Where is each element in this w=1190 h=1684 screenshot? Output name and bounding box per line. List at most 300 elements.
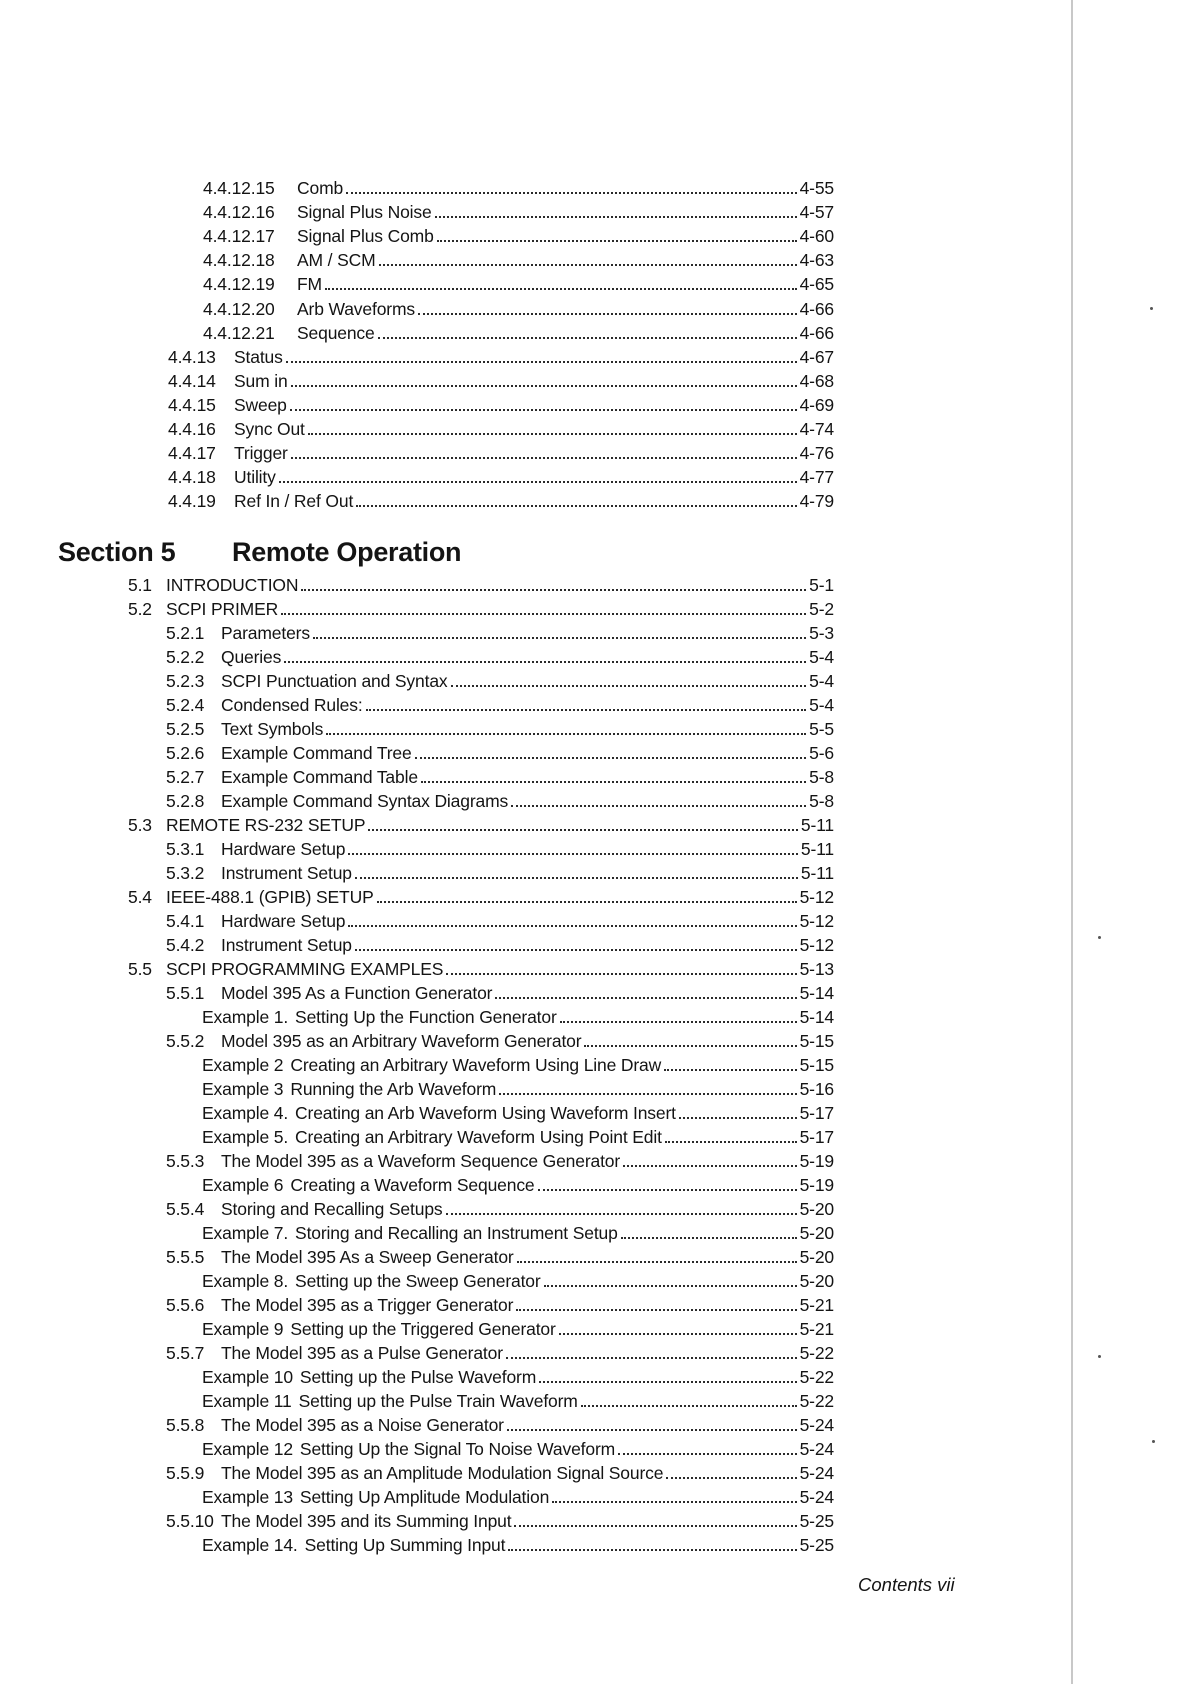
toc-entry-page: 5-11 bbox=[800, 863, 834, 883]
toc-entry-number: 5.5.5 bbox=[166, 1247, 205, 1267]
toc-entry[interactable] bbox=[166, 789, 834, 813]
toc-entry-page: 5-1 bbox=[809, 575, 834, 595]
toc-entry-title: The Model 395 and its Summing Input bbox=[221, 1511, 512, 1531]
toc-entry-title: Creating an Arbitrary Waveform Using Line Draw bbox=[290, 1055, 662, 1075]
toc-entry-number: 5.1 bbox=[128, 575, 152, 595]
toc-entry-label bbox=[203, 248, 376, 272]
dot-leader bbox=[313, 622, 806, 639]
dot-leader bbox=[435, 201, 797, 218]
toc-entry-number: 4.4.12.20 bbox=[203, 298, 275, 319]
toc-entry[interactable] bbox=[166, 1341, 834, 1365]
dot-leader bbox=[348, 910, 796, 927]
toc-entry-page: 5-16 bbox=[799, 1079, 834, 1099]
toc-entry-title: Model 395 As a Function Generator bbox=[221, 983, 493, 1003]
toc-entry-page: 4-79 bbox=[799, 491, 834, 512]
toc-entry-page: 5-13 bbox=[799, 959, 834, 979]
binding-edge-line bbox=[1071, 0, 1073, 1684]
toc-entry-number: 4.4.12.19 bbox=[203, 274, 275, 295]
toc-entry-number: 4.4.17 bbox=[168, 443, 216, 464]
toc-entry-number: 5.5.7 bbox=[166, 1343, 205, 1363]
toc-entry-title: Status bbox=[234, 346, 283, 367]
toc-entry-label bbox=[203, 321, 375, 345]
toc-entry-title: Sequence bbox=[297, 322, 375, 343]
toc-entry[interactable] bbox=[168, 369, 834, 393]
scan-speck bbox=[1150, 307, 1153, 310]
toc-entry-label bbox=[166, 1197, 443, 1221]
dot-leader bbox=[378, 322, 797, 339]
toc-entry-label bbox=[128, 813, 365, 837]
toc-entry[interactable] bbox=[168, 489, 834, 513]
toc-entry-title: Text Symbols bbox=[221, 719, 324, 739]
toc-entry[interactable] bbox=[168, 345, 834, 369]
dot-leader bbox=[377, 886, 797, 903]
toc-entry-label bbox=[203, 297, 415, 321]
toc-entry-title: Hardware Setup bbox=[221, 911, 346, 931]
toc-entry-label bbox=[166, 1509, 511, 1533]
toc-entry[interactable] bbox=[166, 1413, 834, 1437]
dot-leader bbox=[511, 790, 806, 807]
toc-entry-page: 4-69 bbox=[799, 394, 834, 415]
toc-entry-label bbox=[203, 200, 432, 224]
section-title: Remote Operation bbox=[232, 537, 462, 567]
toc-entry[interactable] bbox=[166, 765, 834, 789]
toc-entry-number: 5.4 bbox=[128, 887, 152, 907]
toc-entry[interactable] bbox=[202, 1533, 834, 1557]
dot-leader bbox=[415, 742, 807, 759]
toc-entry-title: Storing and Recalling an Instrument Setup bbox=[295, 1223, 618, 1243]
toc-entry-title: Creating a Waveform Sequence bbox=[290, 1175, 535, 1195]
toc-entry-label bbox=[166, 693, 363, 717]
dot-leader bbox=[308, 418, 797, 435]
dot-leader bbox=[666, 1462, 796, 1479]
toc-entry-title: The Model 395 As a Sweep Generator bbox=[221, 1247, 514, 1267]
toc-entry-title: Creating an Arb Waveform Using Waveform Insert bbox=[295, 1103, 676, 1123]
dot-leader bbox=[418, 298, 797, 315]
toc-entry-number: 5.5.1 bbox=[166, 983, 205, 1003]
section-number: Section 5 bbox=[58, 537, 176, 567]
dot-leader bbox=[623, 1150, 797, 1167]
toc-entry-page: 4-57 bbox=[799, 202, 834, 223]
toc-entry-page: 5-21 bbox=[799, 1295, 834, 1315]
toc-entry-label bbox=[166, 621, 310, 645]
toc-entry[interactable] bbox=[202, 1101, 834, 1125]
dot-leader bbox=[514, 1510, 796, 1527]
toc-entry-number: 5.5.10 bbox=[166, 1511, 214, 1531]
toc-entry-title: Arb Waveforms bbox=[297, 298, 415, 319]
toc-entry-number: 4.4.12.15 bbox=[203, 178, 275, 198]
toc-entry-label bbox=[202, 1389, 578, 1413]
toc-entry-page: 5-6 bbox=[809, 743, 834, 763]
toc-entry[interactable] bbox=[202, 1365, 834, 1389]
toc-entry-title: Example Command Tree bbox=[221, 743, 412, 763]
toc-entry-page: 5-20 bbox=[799, 1199, 834, 1219]
toc-entry-page: 5-4 bbox=[809, 671, 834, 691]
toc-entry-page: 4-65 bbox=[799, 274, 834, 295]
toc-entry[interactable] bbox=[166, 861, 834, 885]
toc-entry-label bbox=[202, 1125, 662, 1149]
toc-entry-label bbox=[166, 1293, 513, 1317]
toc-entry-number: 5.5.6 bbox=[166, 1295, 205, 1315]
toc-entry-page: 5-8 bbox=[809, 791, 834, 811]
toc-entry-page: 5-4 bbox=[809, 695, 834, 715]
toc-entry-page: 4-68 bbox=[799, 370, 834, 391]
dot-leader bbox=[539, 1366, 796, 1383]
toc-entry-title: Sweep bbox=[234, 394, 287, 415]
toc-entry[interactable] bbox=[128, 813, 834, 837]
toc-entry-page: 5-20 bbox=[799, 1223, 834, 1243]
toc-entry-page: 5-21 bbox=[799, 1319, 834, 1339]
scan-speck bbox=[1098, 1355, 1101, 1358]
toc-entry-label bbox=[202, 1053, 661, 1077]
toc-entry-number: 5.3.1 bbox=[166, 839, 205, 859]
toc-entry-number: 4.4.18 bbox=[168, 467, 216, 488]
toc-entry[interactable] bbox=[202, 1053, 834, 1077]
toc-entry-number: 5.2.4 bbox=[166, 695, 205, 715]
toc-entry[interactable] bbox=[202, 1125, 834, 1149]
toc-entry-title: REMOTE RS-232 SETUP bbox=[166, 815, 366, 835]
dot-leader bbox=[560, 1006, 797, 1023]
toc-entry-label bbox=[166, 1413, 504, 1437]
toc-entry-label bbox=[166, 765, 418, 789]
dot-leader bbox=[451, 670, 807, 687]
toc-entry-title: Setting up the Pulse Train Waveform bbox=[298, 1391, 578, 1411]
toc-entry-title: SCPI PROGRAMMING EXAMPLES bbox=[166, 959, 444, 979]
toc-entry-label bbox=[203, 176, 343, 200]
toc-entry-page: 5-22 bbox=[799, 1367, 834, 1387]
dot-leader bbox=[499, 1078, 796, 1095]
toc-entry-number: 5.2.7 bbox=[166, 767, 205, 787]
toc-entry[interactable] bbox=[168, 465, 834, 489]
toc-entry-title: IEEE-488.1 (GPIB) SETUP bbox=[166, 887, 374, 907]
toc-entry-number: 5.2.5 bbox=[166, 719, 205, 739]
toc-entry-title: Setting up the Pulse Waveform bbox=[299, 1367, 537, 1387]
dot-leader bbox=[584, 1030, 796, 1047]
toc-entry-label bbox=[166, 1149, 620, 1173]
dot-leader bbox=[506, 1342, 797, 1359]
toc-entry-number: Example 14. bbox=[202, 1535, 298, 1555]
dot-leader bbox=[544, 1270, 797, 1287]
toc-entry-title: Setting Up the Function Generator bbox=[295, 1007, 557, 1027]
toc-entry[interactable] bbox=[128, 573, 834, 597]
dot-leader bbox=[517, 1246, 797, 1263]
toc-entry-page: 5-4 bbox=[809, 647, 834, 667]
toc-entry-label bbox=[168, 345, 283, 369]
toc-entry[interactable] bbox=[168, 417, 834, 441]
toc-entry-label bbox=[202, 1221, 618, 1245]
toc-entry-page: 5-11 bbox=[800, 815, 834, 835]
toc-entry[interactable] bbox=[202, 1485, 834, 1509]
dot-leader bbox=[507, 1414, 797, 1431]
toc-entry[interactable] bbox=[128, 885, 834, 909]
toc-entry-title: The Model 395 as a Pulse Generator bbox=[221, 1343, 503, 1363]
toc-entry-number: 4.4.16 bbox=[168, 419, 216, 439]
toc-entry-page: 5-15 bbox=[799, 1055, 834, 1075]
toc-entry-page: 5-24 bbox=[799, 1487, 834, 1507]
toc-entry-page: 5-12 bbox=[799, 935, 834, 955]
dot-leader bbox=[281, 598, 806, 615]
toc-entry-number: Example 1. bbox=[202, 1007, 289, 1027]
dot-leader bbox=[291, 370, 797, 387]
toc-entry-label bbox=[128, 573, 298, 597]
toc-entry-label bbox=[168, 393, 287, 417]
toc-entry-page: 5-24 bbox=[799, 1415, 834, 1435]
toc-entry[interactable] bbox=[166, 741, 834, 765]
toc-entry-label bbox=[203, 272, 322, 296]
toc-entry-number: 5.2.2 bbox=[166, 647, 205, 667]
toc-entry-title: Signal Plus Comb bbox=[297, 226, 434, 247]
toc-entry[interactable] bbox=[166, 693, 834, 717]
toc-entry[interactable] bbox=[202, 1173, 834, 1197]
dot-leader bbox=[379, 249, 797, 266]
toc-entry-page: 4-77 bbox=[799, 467, 834, 488]
toc-entry-page: 5-22 bbox=[799, 1343, 834, 1363]
dot-leader bbox=[446, 958, 796, 975]
toc-entry-label bbox=[203, 224, 434, 248]
dot-leader bbox=[581, 1390, 797, 1407]
toc-entry-page: 5-20 bbox=[799, 1247, 834, 1267]
dot-leader bbox=[664, 1054, 796, 1071]
toc-entry-label bbox=[166, 1029, 581, 1053]
toc-entry[interactable] bbox=[166, 837, 834, 861]
toc-entry-page: 4-67 bbox=[799, 346, 834, 367]
toc-entry-title: Ref In / Ref Out bbox=[234, 491, 354, 512]
toc-entry-title: Hardware Setup bbox=[221, 839, 346, 859]
toc-entry-number: Example 13 bbox=[202, 1487, 293, 1507]
toc-entry[interactable] bbox=[203, 272, 834, 296]
scan-speck bbox=[1152, 1440, 1155, 1443]
toc-entry[interactable] bbox=[202, 1077, 834, 1101]
toc-entry[interactable] bbox=[203, 297, 834, 321]
toc-entry-number: Example 5. bbox=[202, 1127, 289, 1147]
toc-entry-number: 4.4.19 bbox=[168, 491, 216, 512]
toc-entry-title: Comb bbox=[297, 178, 344, 198]
toc-entry-label bbox=[166, 837, 345, 861]
toc-entry[interactable] bbox=[168, 441, 834, 465]
toc-entry-page: 5-25 bbox=[799, 1511, 834, 1531]
toc-entry[interactable] bbox=[166, 717, 834, 741]
toc-entry[interactable] bbox=[202, 1437, 834, 1461]
toc-entry-page: 5-19 bbox=[799, 1151, 834, 1171]
toc-entry[interactable] bbox=[166, 1461, 834, 1485]
toc-entry-page: 4-55 bbox=[799, 178, 834, 198]
toc-entry-number: Example 8. bbox=[202, 1271, 289, 1291]
toc-entry-page: 4-60 bbox=[799, 226, 834, 247]
toc-entry-title: Example Command Syntax Diagrams bbox=[221, 791, 509, 811]
toc-entry-number: 5.5.2 bbox=[166, 1031, 205, 1051]
dot-leader bbox=[290, 394, 797, 411]
toc-entry-number: Example 11 bbox=[202, 1391, 292, 1411]
toc-entry[interactable] bbox=[128, 957, 834, 981]
dot-leader bbox=[495, 982, 796, 999]
toc-entry-page: 5-12 bbox=[799, 887, 834, 907]
toc-entry[interactable] bbox=[203, 200, 834, 224]
dot-leader bbox=[348, 838, 798, 855]
toc-entry[interactable] bbox=[202, 1269, 834, 1293]
page-footer: Contents vii bbox=[858, 1574, 955, 1595]
toc-entry-number: 5.2.3 bbox=[166, 671, 205, 691]
toc-entry-title: Utility bbox=[234, 467, 276, 488]
toc-entry-label bbox=[166, 741, 412, 765]
toc-entry[interactable] bbox=[202, 1005, 834, 1029]
toc-entry-title: Instrument Setup bbox=[221, 863, 352, 883]
dot-leader bbox=[346, 177, 796, 194]
toc-entry-title: Queries bbox=[221, 647, 282, 667]
toc-entry[interactable] bbox=[166, 981, 834, 1005]
dot-leader bbox=[679, 1102, 797, 1119]
toc-entry[interactable] bbox=[168, 393, 834, 417]
toc-entry-label bbox=[168, 465, 276, 489]
toc-entry-label bbox=[202, 1317, 556, 1341]
toc-entry-title: Parameters bbox=[221, 623, 310, 643]
toc-entry-number: 4.4.12.17 bbox=[203, 226, 275, 247]
toc-entry-title: SCPI Punctuation and Syntax bbox=[221, 671, 448, 691]
toc-entry-number: Example 6 bbox=[202, 1175, 284, 1195]
toc-entry-page: 5-12 bbox=[799, 911, 834, 931]
toc-entry[interactable] bbox=[202, 1389, 834, 1413]
dot-leader bbox=[326, 718, 806, 735]
toc-entry-number: 5.3 bbox=[128, 815, 152, 835]
dot-leader bbox=[325, 273, 797, 290]
toc-entry-label bbox=[166, 789, 508, 813]
toc-entry-label bbox=[168, 441, 288, 465]
toc-entry-page: 5-24 bbox=[799, 1463, 834, 1483]
toc-entry[interactable] bbox=[166, 1149, 834, 1173]
toc-entry-number: Example 4. bbox=[202, 1103, 289, 1123]
toc-entry-number: 4.4.13 bbox=[168, 346, 216, 367]
toc-entry-page: 5-19 bbox=[799, 1175, 834, 1195]
toc-entry-title: Signal Plus Noise bbox=[297, 202, 432, 223]
toc-entry[interactable] bbox=[202, 1221, 834, 1245]
toc-entry-title: Setting up the Triggered Generator bbox=[290, 1319, 556, 1339]
toc-entry-title: Trigger bbox=[234, 443, 288, 464]
toc-entry[interactable] bbox=[166, 1509, 834, 1533]
scan-speck bbox=[1098, 936, 1101, 939]
toc-entry-number: 5.4.1 bbox=[166, 911, 205, 931]
toc-entry-page: 5-17 bbox=[799, 1103, 834, 1123]
toc-entry-label bbox=[202, 1437, 615, 1461]
toc-entry-label bbox=[166, 1461, 663, 1485]
toc-entry-number: 5.2.8 bbox=[166, 791, 205, 811]
dot-leader bbox=[559, 1318, 797, 1335]
toc-entry-label bbox=[128, 885, 374, 909]
toc-entry[interactable] bbox=[166, 621, 834, 645]
toc-entry[interactable] bbox=[203, 248, 834, 272]
toc-entry-label bbox=[202, 1077, 496, 1101]
dot-leader bbox=[279, 466, 797, 483]
toc-entry-title: The Model 395 as a Trigger Generator bbox=[221, 1295, 514, 1315]
dot-leader bbox=[368, 814, 797, 831]
dot-leader bbox=[355, 934, 797, 951]
toc-entry[interactable] bbox=[166, 909, 834, 933]
toc-entry-label bbox=[166, 909, 345, 933]
toc-entry-number: Example 7. bbox=[202, 1223, 289, 1243]
toc-entry-title: The Model 395 as an Amplitude Modulation Signal Source bbox=[221, 1463, 664, 1483]
toc-entry[interactable] bbox=[166, 1245, 834, 1269]
toc-entry-page: 5-2 bbox=[809, 599, 834, 619]
dot-leader bbox=[356, 490, 796, 507]
toc-entry[interactable] bbox=[128, 597, 834, 621]
toc-entry-title: Instrument Setup bbox=[221, 935, 352, 955]
dot-leader bbox=[665, 1126, 797, 1143]
toc-entry[interactable] bbox=[203, 321, 834, 345]
toc-entry-label bbox=[166, 717, 323, 741]
toc-entry-label bbox=[166, 669, 448, 693]
toc-entry-number: 5.5.9 bbox=[166, 1463, 205, 1483]
toc-entry-page: 5-14 bbox=[799, 1007, 834, 1027]
toc-entry-number: 5.2 bbox=[128, 599, 152, 619]
toc-entry-label bbox=[166, 645, 281, 669]
toc-entry-title: SCPI PRIMER bbox=[166, 599, 279, 619]
toc-entry-number: 5.2.6 bbox=[166, 743, 205, 763]
dot-leader bbox=[552, 1486, 796, 1503]
dot-leader bbox=[355, 862, 798, 879]
toc-entry-page: 4-74 bbox=[799, 419, 834, 439]
toc-entry-page: 5-15 bbox=[799, 1031, 834, 1051]
toc-entry-number: Example 12 bbox=[202, 1439, 293, 1459]
toc-entry-number: 5.2.1 bbox=[166, 623, 205, 643]
toc-entry[interactable] bbox=[166, 1197, 834, 1221]
dot-leader bbox=[516, 1294, 796, 1311]
dot-leader bbox=[291, 442, 797, 459]
toc-entry-page: 5-22 bbox=[799, 1391, 834, 1411]
toc-entry[interactable] bbox=[166, 669, 834, 693]
toc-entry-label bbox=[128, 597, 278, 621]
toc-entry-title: Setting Up Amplitude Modulation bbox=[299, 1487, 550, 1507]
toc-entry-title: Model 395 as an Arbitrary Waveform Generator bbox=[221, 1031, 582, 1051]
toc-entry-label bbox=[202, 1101, 676, 1125]
toc-entry-page: 4-63 bbox=[799, 250, 834, 271]
toc-entry-number: 5.4.2 bbox=[166, 935, 205, 955]
toc-entry-label bbox=[166, 1341, 503, 1365]
toc-entry-title: Example Command Table bbox=[221, 767, 418, 787]
toc-entry[interactable] bbox=[166, 1293, 834, 1317]
toc-entry-label bbox=[168, 417, 305, 441]
toc-entry-label bbox=[168, 489, 353, 513]
toc-entry-number: 5.5 bbox=[128, 959, 152, 979]
toc-entry[interactable] bbox=[203, 176, 834, 200]
toc-entry-number: Example 2 bbox=[202, 1055, 284, 1075]
toc-entry-title: Sync Out bbox=[234, 419, 305, 439]
toc-entry-label bbox=[202, 1365, 536, 1389]
dot-leader bbox=[366, 694, 807, 711]
toc-entry[interactable] bbox=[166, 1029, 834, 1053]
toc-entry[interactable] bbox=[166, 645, 834, 669]
section-heading bbox=[58, 532, 461, 572]
toc-entry-label bbox=[202, 1533, 505, 1557]
toc-entry-page: 5-17 bbox=[799, 1127, 834, 1147]
toc-entry[interactable] bbox=[166, 933, 834, 957]
toc-entry-page: 5-14 bbox=[799, 983, 834, 1003]
toc-entry-label bbox=[202, 1005, 557, 1029]
toc-entry-number: Example 10 bbox=[202, 1367, 293, 1387]
toc-entry-title: Setting up the Sweep Generator bbox=[295, 1271, 541, 1291]
toc-entry-page: 5-3 bbox=[809, 623, 834, 643]
toc-entry[interactable] bbox=[203, 224, 834, 248]
toc-entry-label bbox=[202, 1269, 541, 1293]
toc-entry-number: 4.4.12.18 bbox=[203, 250, 275, 271]
toc-entry-title: Storing and Recalling Setups bbox=[221, 1199, 443, 1219]
toc-entry-title: The Model 395 as a Noise Generator bbox=[221, 1415, 504, 1435]
dot-leader bbox=[508, 1534, 796, 1551]
toc-entry-label bbox=[202, 1485, 549, 1509]
toc-entry[interactable] bbox=[202, 1317, 834, 1341]
toc-entry-number: 5.3.2 bbox=[166, 863, 205, 883]
toc-entry-page: 4-66 bbox=[799, 298, 834, 319]
toc-entry-number: Example 3 bbox=[202, 1079, 284, 1099]
toc-entry-title: Sum in bbox=[234, 370, 288, 391]
dot-leader bbox=[284, 646, 806, 663]
dot-leader bbox=[618, 1438, 797, 1455]
